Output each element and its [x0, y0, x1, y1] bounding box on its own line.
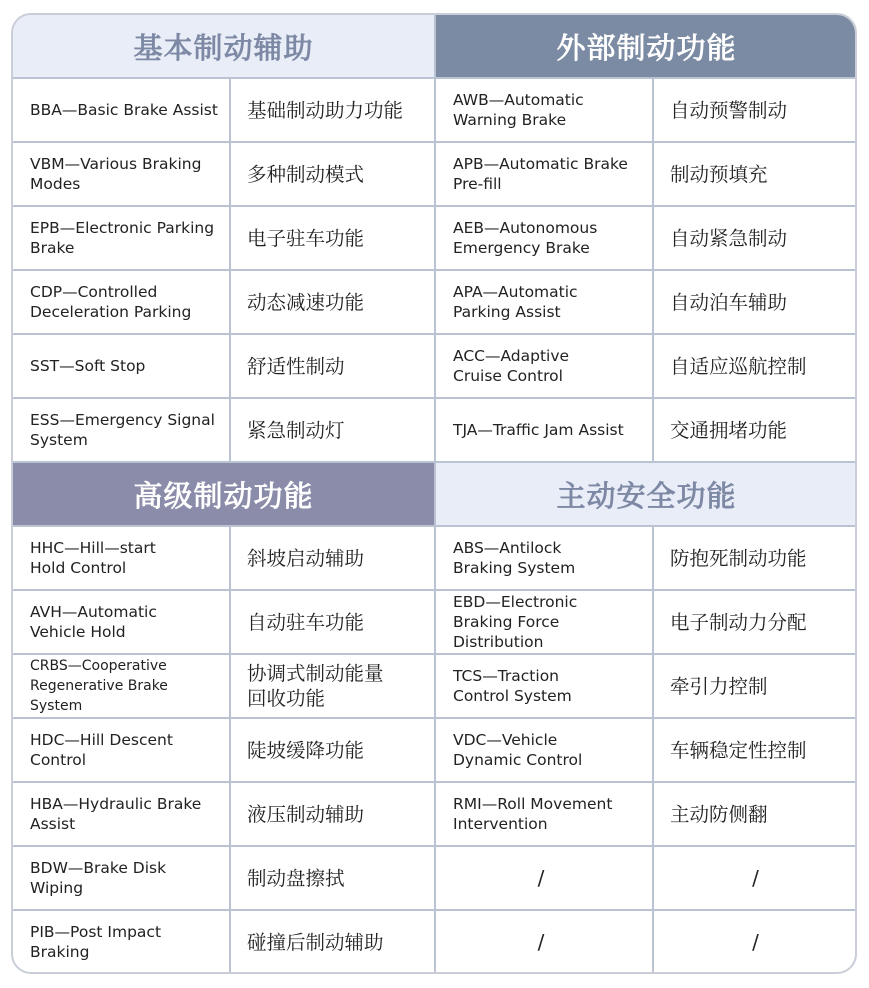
table-row: [436, 653, 857, 717]
table-row: [436, 333, 857, 397]
section-advanced-brake-functions: [13, 463, 434, 973]
table-row: [436, 589, 857, 653]
feature-cn: 电子制动力分配: [670, 610, 807, 634]
feature-abbr: EPB—Electronic Parking Brake: [13, 207, 231, 269]
feature-cn: 防抱死制动功能: [670, 546, 807, 570]
table-row: [13, 205, 434, 269]
empty-cell: /: [752, 865, 759, 890]
table-row: [436, 269, 857, 333]
feature-cn: 电子驻车功能: [247, 226, 365, 250]
section-title: 基本制动辅助: [13, 15, 434, 77]
feature-cn: 制动预填充: [670, 162, 768, 186]
table-row: [13, 653, 434, 717]
feature-cn: 自动泊车辅助: [670, 290, 788, 314]
feature-cn: 斜坡启动辅助: [247, 546, 365, 570]
feature-abbr: SST—Soft Stop: [13, 335, 231, 397]
table-row: [436, 781, 857, 845]
feature-cn: 基础制动助力功能: [247, 98, 404, 122]
feature-abbr: ABS—Antilock Braking System: [436, 527, 654, 589]
feature-cn: 自动驻车功能: [247, 610, 365, 634]
section-title: 主动安全功能: [436, 463, 857, 525]
feature-cn: 自适应巡航控制: [670, 354, 807, 378]
feature-abbr: TCS—Traction Control System: [436, 655, 654, 717]
feature-abbr: EBD—Electronic Braking Force Distribution: [436, 591, 654, 653]
table-row: [436, 525, 857, 589]
feature-abbr: BBA—Basic Brake Assist: [13, 79, 231, 141]
feature-cn: 协调式制动能量 回收功能: [247, 662, 384, 710]
feature-abbr: AWB—Automatic Warning Brake: [436, 79, 654, 141]
table-row: [13, 909, 434, 973]
feature-cn: 牵引力控制: [670, 674, 768, 698]
feature-abbr: VBM—Various Braking Modes: [13, 143, 231, 205]
table-row: [13, 525, 434, 589]
feature-abbr: HDC—Hill Descent Control: [13, 719, 231, 781]
feature-abbr: AEB—Autonomous Emergency Brake: [436, 207, 654, 269]
brake-function-table: [11, 13, 857, 974]
empty-cell: /: [752, 929, 759, 954]
table-row: [436, 845, 857, 909]
feature-cn: 多种制动模式: [247, 162, 365, 186]
feature-cn: 动态减速功能: [247, 290, 365, 314]
feature-abbr: HBA—Hydraulic Brake Assist: [13, 783, 231, 845]
empty-cell: /: [436, 847, 654, 909]
feature-abbr: VDC—Vehicle Dynamic Control: [436, 719, 654, 781]
feature-abbr: RMI—Roll Movement Intervention: [436, 783, 654, 845]
section-basic-brake-assist: [13, 15, 434, 461]
row-divider: [13, 461, 855, 463]
feature-abbr: CRBS—Cooperative Regenerative Brake System: [13, 655, 231, 717]
feature-abbr: BDW—Brake Disk Wiping: [13, 847, 231, 909]
feature-abbr: HHC—Hill—start Hold Control: [13, 527, 231, 589]
feature-cn: 自动紧急制动: [670, 226, 788, 250]
feature-abbr: PIB—Post Impact Braking: [13, 911, 231, 973]
feature-abbr: APB—Automatic Brake Pre-fill: [436, 143, 654, 205]
table-row: [436, 909, 857, 973]
section-active-safety-functions: [436, 463, 857, 973]
section-title: 外部制动功能: [436, 15, 857, 77]
table-row: [13, 781, 434, 845]
empty-cell: /: [436, 911, 654, 973]
table-row: [436, 77, 857, 141]
table-row: [13, 269, 434, 333]
feature-abbr: AVH—Automatic Vehicle Hold: [13, 591, 231, 653]
feature-abbr: ESS—Emergency Signal System: [13, 399, 231, 461]
table-row: [13, 845, 434, 909]
column-divider: [434, 15, 436, 972]
table-row: [13, 77, 434, 141]
table-row: [13, 141, 434, 205]
feature-abbr: ACC—Adaptive Cruise Control: [436, 335, 654, 397]
section-title: 高级制动功能: [13, 463, 434, 525]
feature-cn: 自动预警制动: [670, 98, 788, 122]
feature-cn: 舒适性制动: [247, 354, 345, 378]
table-row: [436, 141, 857, 205]
table-row: [436, 717, 857, 781]
feature-cn: 制动盘擦拭: [247, 866, 345, 890]
feature-abbr: APA—Automatic Parking Assist: [436, 271, 654, 333]
feature-cn: 紧急制动灯: [247, 418, 345, 442]
table-row: [13, 333, 434, 397]
table-row: [13, 397, 434, 461]
feature-abbr: CDP—Controlled Deceleration Parking: [13, 271, 231, 333]
table-row: [13, 717, 434, 781]
table-row: [436, 205, 857, 269]
feature-abbr: TJA—Traffic Jam Assist: [436, 399, 654, 461]
feature-cn: 主动防侧翻: [670, 802, 768, 826]
feature-cn: 车辆稳定性控制: [670, 738, 807, 762]
section-external-brake-functions: [436, 15, 857, 461]
feature-cn: 交通拥堵功能: [670, 418, 788, 442]
table-row: [13, 589, 434, 653]
feature-cn: 液压制动辅助: [247, 802, 365, 826]
feature-cn: 陡坡缓降功能: [247, 738, 365, 762]
table-row: [436, 397, 857, 461]
feature-cn: 碰撞后制动辅助: [247, 930, 384, 954]
